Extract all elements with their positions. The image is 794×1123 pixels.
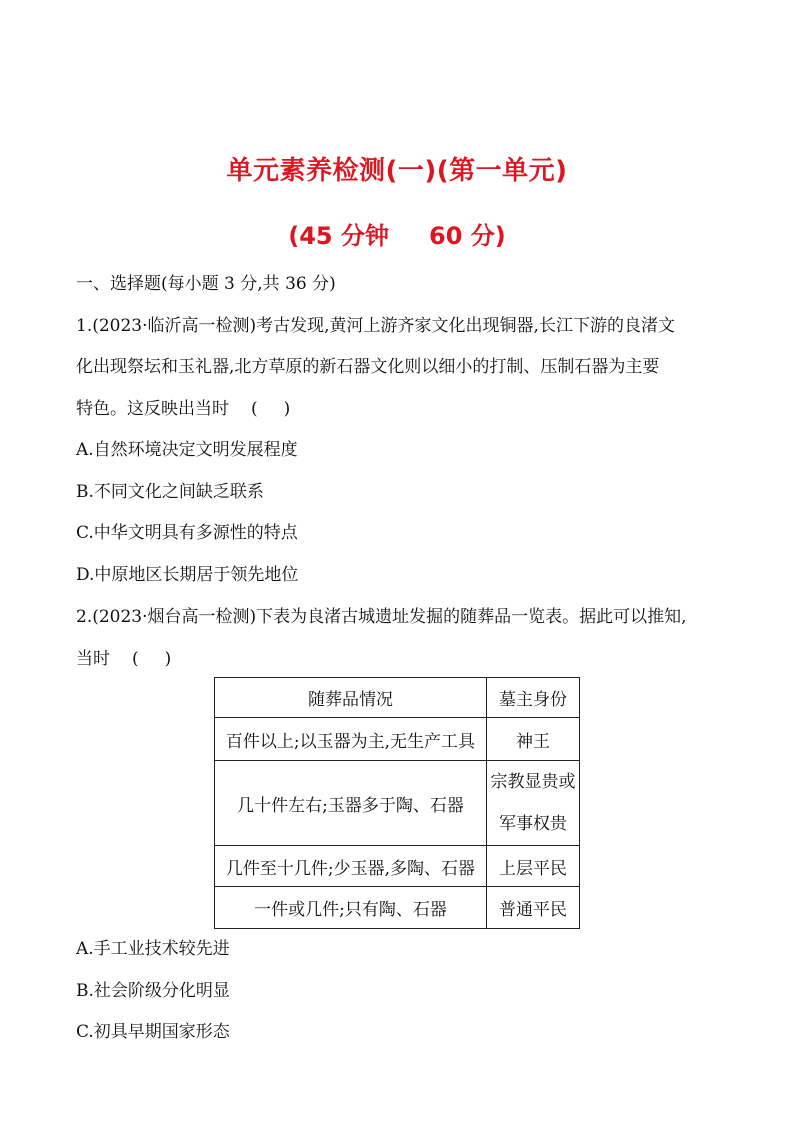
question-1-option-c: C.中华文明具有多源性的特点 xyxy=(76,523,298,543)
burial-goods-table xyxy=(214,677,580,929)
table-cell-identity: 宗教显贵或 军事权贵 xyxy=(487,761,580,846)
question-1-option-d: D.中原地区长期居于领先地位 xyxy=(76,565,299,585)
question-2-stem-text: 当时 xyxy=(76,649,110,669)
table-cell-identity: 上层平民 xyxy=(487,846,580,887)
table-cell-goods: 几件至十几件;少玉器,多陶、石器 xyxy=(215,846,487,887)
question-1-option-a: A.自然环境决定文明发展程度 xyxy=(76,440,298,460)
table-header-row xyxy=(215,678,580,718)
time-limit: (45 分钟 xyxy=(288,222,389,250)
question-2-option-c: C.初具早期国家形态 xyxy=(76,1022,230,1042)
question-1-stem-line-1: 1.(2023·临沂高一检测)考古发现,黄河上游齐家文化出现铜器,长江下游的良渚文 xyxy=(76,316,675,336)
table-cell-identity: 神王 xyxy=(487,718,580,761)
page-subtitle xyxy=(0,216,794,251)
question-1-stem-line-3 xyxy=(76,397,290,421)
table-row xyxy=(215,887,580,929)
question-1-option-b: B.不同文化之间缺乏联系 xyxy=(76,482,264,502)
table-header-identity: 墓主身份 xyxy=(487,678,580,718)
table-header-goods: 随葬品情况 xyxy=(215,678,487,718)
total-score: 60 分) xyxy=(429,222,506,250)
question-2-option-a: A.手工业技术较先进 xyxy=(76,939,230,959)
section-heading: 一、选择题(每小题 3 分,共 36 分) xyxy=(76,274,336,294)
table-cell-goods: 百件以上;以玉器为主,无生产工具 xyxy=(215,718,487,761)
question-2-option-b: B.社会阶级分化明显 xyxy=(76,981,230,1001)
table-row xyxy=(215,846,580,887)
answer-blank[interactable]: ( ) xyxy=(251,399,291,419)
table-cell-identity: 普通平民 xyxy=(487,887,580,929)
table-cell-goods: 几十件左右;玉器多于陶、石器 xyxy=(215,761,487,846)
question-2-stem-line-1: 2.(2023·烟台高一检测)下表为良渚古城遗址发掘的随葬品一览表。据此可以推知, xyxy=(76,607,687,627)
answer-blank[interactable]: ( ) xyxy=(132,649,172,669)
table-row xyxy=(215,761,580,846)
question-1-stem-text: 特色。这反映出当时 xyxy=(76,399,229,419)
table-row xyxy=(215,718,580,761)
page-title: 单元素养检测(一)(第一单元) xyxy=(226,156,568,186)
question-1-stem-line-2: 化出现祭坛和玉礼器,北方草原的新石器文化则以细小的打制、压制石器为主要 xyxy=(76,357,660,377)
table-cell-goods: 一件或几件;只有陶、石器 xyxy=(215,887,487,929)
question-2-stem-line-2 xyxy=(76,647,171,671)
